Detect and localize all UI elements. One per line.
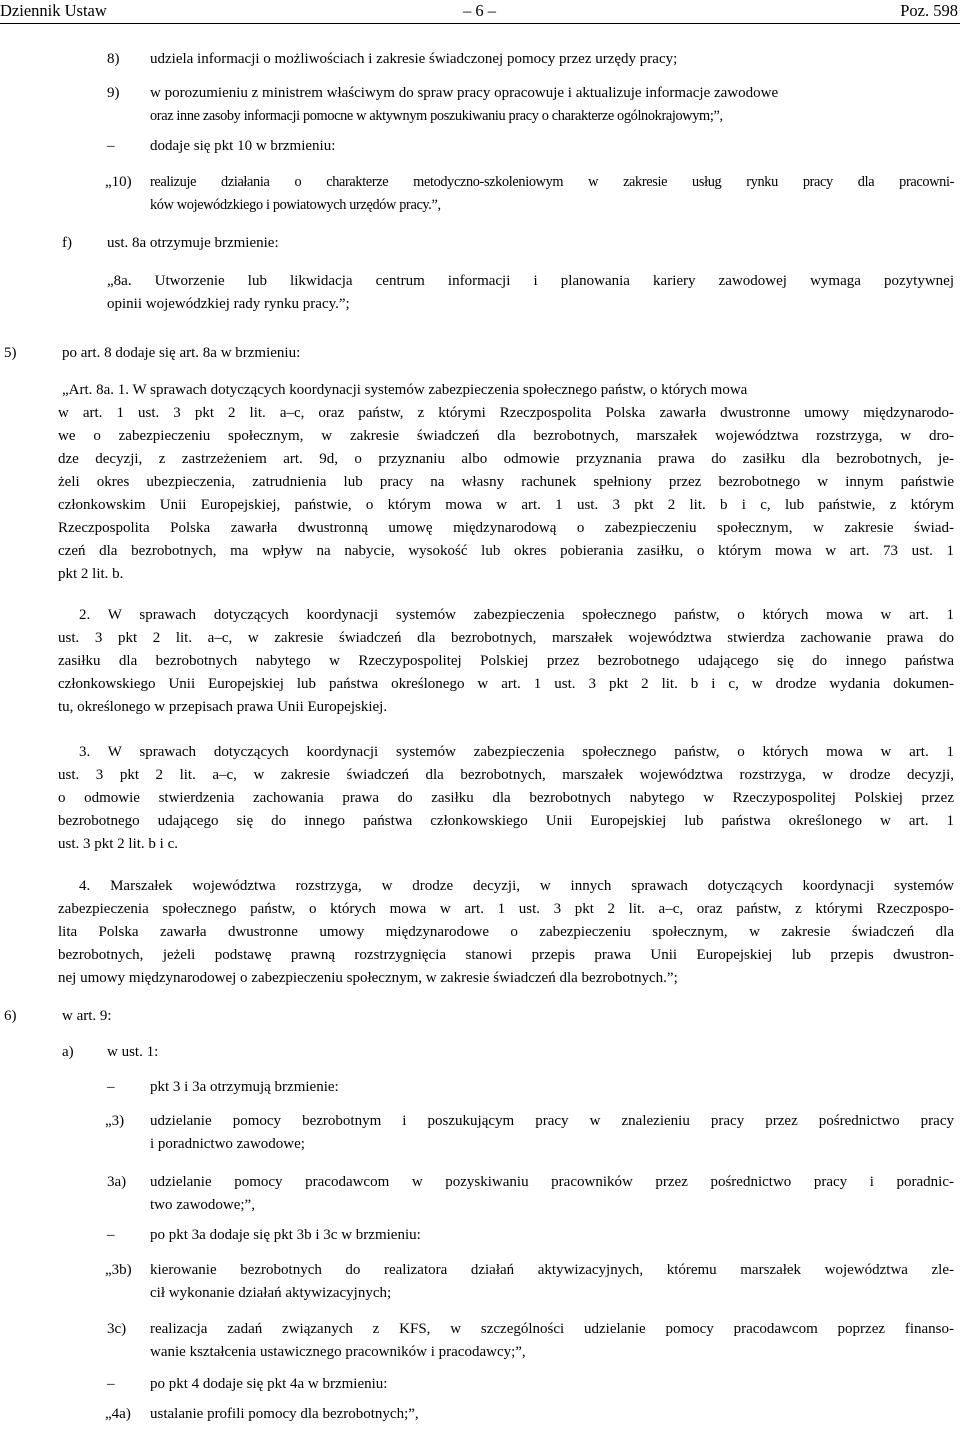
text-line: członkowskiego Unii Europejskiej lub państwa określonego w art. 1 ust. 3 pkt 2 lit. b i c, w drodze wydania dokumen-: [58, 676, 954, 692]
text-line: i poradnictwo zawodowe;: [150, 1136, 305, 1152]
journal-title: Dziennik Ustaw: [0, 1, 107, 20]
art-8a-section-3: [58, 741, 954, 856]
pkt-3c-text: [150, 1318, 954, 1364]
text-line: kierowanie bezrobotnych do realizatora działań aktywizacyjnych, któremu marszałek województwa zle-: [150, 1262, 954, 1278]
text-line: two zawodowe;”,: [150, 1197, 255, 1213]
item-10-text: [150, 171, 954, 217]
dash-marker: –: [107, 1079, 115, 1095]
text-line: ustalanie profili pomocy dla bezrobotnych;”,: [150, 1406, 419, 1422]
text-line: udziela informacji o możliwościach i zakresie świadczonej pomocy przez urzędy pracy;: [150, 51, 678, 67]
item-10-number: „10): [105, 174, 132, 190]
text-line: po pkt 3a dodaje się pkt 3b i 3c w brzmieniu:: [150, 1227, 421, 1243]
pkt-3c-number: 3c): [107, 1321, 127, 1337]
art-8a-section-1: [58, 379, 954, 586]
dash-4-text: [150, 1373, 387, 1396]
item-5-number: 5): [4, 345, 17, 361]
dash-2-text: [150, 1076, 339, 1099]
pkt-3a-text: [150, 1171, 954, 1217]
text-line: ust. 3 pkt 2 lit. a–c, w zakresie świadczeń dla bezrobotnych, marszałek województwa rozstrzyga, w drodze decyzji,: [58, 767, 954, 783]
item-8-number: 8): [107, 51, 120, 67]
text-line: 4. Marszałek województwa rozstrzyga, w drodze decyzji, w innych sprawach dotyczących koordynacji systemów: [79, 878, 954, 894]
text-line: realizacja zadań związanych z KFS, w szczególności udzielanie pomocy pracodawcom poprzez finanso-: [150, 1321, 954, 1337]
art-8a-section-4: [58, 875, 954, 990]
text-line: „8a. Utworzenie lub likwidacja centrum informacji i planowania kariery zawodowej wymaga pozytywnej: [107, 273, 954, 289]
dash-marker: –: [107, 1227, 115, 1243]
dash-1-text: [150, 135, 335, 158]
dash-3-text: [150, 1224, 421, 1247]
item-f-label: f): [62, 235, 72, 251]
text-line: 2. W sprawach dotyczących koordynacji systemów zabezpieczenia społecznego państw, o których mowa w art. 1: [79, 607, 954, 623]
text-line: w ust. 1:: [107, 1044, 159, 1060]
text-line: dze decyzji, z zastrzeżeniem art. 9d, o przyznaniu albo odmowie przyznania prawa do zasiłku dla bezrobotnych, je-: [58, 451, 954, 467]
text-line: 3. W sprawach dotyczących koordynacji systemów zabezpieczenia społecznego państw, o których mowa w art. 1: [79, 744, 954, 760]
text-line: bezrobotnego udającego się do innego państwa członkowskiego Unii Europejskiej lub państwa określonego w art. 1: [58, 813, 954, 829]
text-line: ust. 8a otrzymuje brzmienie:: [107, 235, 279, 251]
pkt-4a-number: „4a): [105, 1406, 131, 1422]
art-8a-section-2: [58, 604, 954, 719]
pkt-3a-number: 3a): [107, 1174, 127, 1190]
text-line: zabezpieczenia społecznego państw, o których mowa w art. 1 ust. 3 pkt 2 lit. a–c, oraz państw, z którymi Rzeczpospo-: [58, 901, 954, 917]
text-line: tu, określonego w przepisach prawa Unii Europejskiej.: [58, 699, 388, 715]
text-line: żeli okres ubezpieczenia, zatrudnienia lub pracy na własny rachunek spełniony przez bezrobotnego w innym państwie: [58, 474, 954, 490]
text-line: po art. 8 dodaje się art. 8a w brzmieniu:: [62, 345, 301, 361]
text-line: pkt 2 lit. b.: [58, 566, 124, 582]
text-line: bezrobotnych, jeżeli podstawę prawną rozstrzygnięcia stanowi przepis prawa Unii Europejskiej lub przepis dwustron-: [58, 947, 954, 963]
dash-marker: –: [107, 1376, 115, 1392]
text-line: cił wykonanie działań aktywizacyjnych;: [150, 1285, 392, 1301]
text-line: w art. 9:: [62, 1008, 112, 1024]
text-line: „Art. 8a. 1. W sprawach dotyczących koordynacji systemów zabezpieczenia społecznego państw, o których mowa: [62, 382, 748, 398]
item-a-text: [107, 1041, 158, 1064]
pkt-3-number: „3): [105, 1113, 125, 1129]
item-9-text: [150, 82, 954, 128]
item-8-text: [150, 48, 954, 71]
pkt-3-text: [150, 1110, 954, 1156]
text-line: opinii wojewódzkiej rady rynku pracy.”;: [107, 296, 350, 312]
item-6-text: [62, 1005, 112, 1028]
text-line: w porozumieniu z ministrem właściwym do spraw pracy opracowuje i aktualizuje informacje zawodowe: [150, 85, 779, 101]
text-line: oraz inne zasoby informacji pomocne w aktywnym poszukiwaniu pracy o charakterze ogólnokrajowym;”,: [150, 108, 723, 124]
text-line: nej umowy międzynarodowej o zabezpieczeniu społecznym, w zakresie świadczeń dla bezrobotnych.”;: [58, 970, 678, 986]
text-line: czeń dla bezrobotnych, ma wpływ na nabycie, wysokość lub okres pobierania zasiłku, o którym mowa w art. 73 ust. 1: [58, 543, 954, 559]
item-6-number: 6): [4, 1008, 17, 1024]
pkt-3b-text: [150, 1259, 954, 1305]
dash-marker: –: [107, 138, 115, 154]
text-line: ust. 3 pkt 2 lit. a–c, w zakresie świadczeń dla bezrobotnych, marszałek województwa stwierdza zachowanie prawa do: [58, 630, 954, 646]
text-line: pkt 3 i 3a otrzymują brzmienie:: [150, 1079, 339, 1095]
text-line: ust. 3 pkt 2 lit. b i c.: [58, 836, 178, 852]
header-rule: [0, 23, 960, 24]
pkt-3b-number: „3b): [105, 1262, 132, 1278]
text-line: o odmowie stwierdzenia zachowania prawa do zasiłku dla bezrobotnych nabytego w Rzeczypospolitej Polskiej przez: [58, 790, 954, 806]
item-a-label: a): [62, 1044, 74, 1060]
text-line: w art. 1 ust. 3 pkt 2 lit. a–c, oraz państw, z którymi Rzeczpospolita Polska zawarła dwustronne umowy międzynarodo-: [58, 405, 954, 421]
text-line: członkowskim Unii Europejskiej, państwie, o którym mowa w art. 1 ust. 3 pkt 2 lit. b i c, lub państwie, z którym: [58, 497, 954, 513]
paragraph-8a: [107, 270, 954, 316]
text-line: wanie kształcenia ustawicznego pracowników i pracodawcy;”,: [150, 1344, 526, 1360]
item-9-number: 9): [107, 85, 120, 101]
text-line: Rzeczpospolita Polska zawarła dwustronną umowę międzynarodową o zabezpieczeniu społecznym, w zakresie świad-: [58, 520, 954, 536]
page-number: – 6 –: [463, 1, 496, 20]
item-f-text: [107, 232, 279, 255]
pkt-4a-text: [150, 1403, 954, 1426]
text-line: lita Polska zawarła dwustronne umowy międzynarodowe o zabezpieczeniu społecznym, w zakresie świadczeń dla: [58, 924, 954, 940]
text-line: ków wojewódzkiego i powiatowych urzędów pracy.”,: [150, 197, 441, 213]
text-line: udzielanie pomocy bezrobotnym i poszukującym pracy w znalezieniu pracy przez pośrednictwo pracy: [150, 1113, 954, 1129]
text-line: we o zabezpieczeniu społecznym, w zakresie świadczeń dla bezrobotnych, marszałek województwa rozstrzyga, w dro-: [58, 428, 954, 444]
text-line: udzielanie pomocy pracodawcom w pozyskiwaniu pracowników przez pośrednictwo pracy i poradnic-: [150, 1174, 954, 1190]
item-5-text: [62, 342, 300, 365]
text-line: zasiłku dla bezrobotnych nabytego w Rzeczypospolitej Polskiej przez bezrobotnego udającego się do innego państwa: [58, 653, 954, 669]
text-line: realizuje działania o charakterze metodyczno-szkoleniowym w zakresie usług rynku pracy dla pracowni-: [150, 174, 954, 190]
text-line: dodaje się pkt 10 w brzmieniu:: [150, 138, 336, 154]
position-number: Poz. 598: [900, 1, 958, 20]
text-line: po pkt 4 dodaje się pkt 4a w brzmieniu:: [150, 1376, 388, 1392]
